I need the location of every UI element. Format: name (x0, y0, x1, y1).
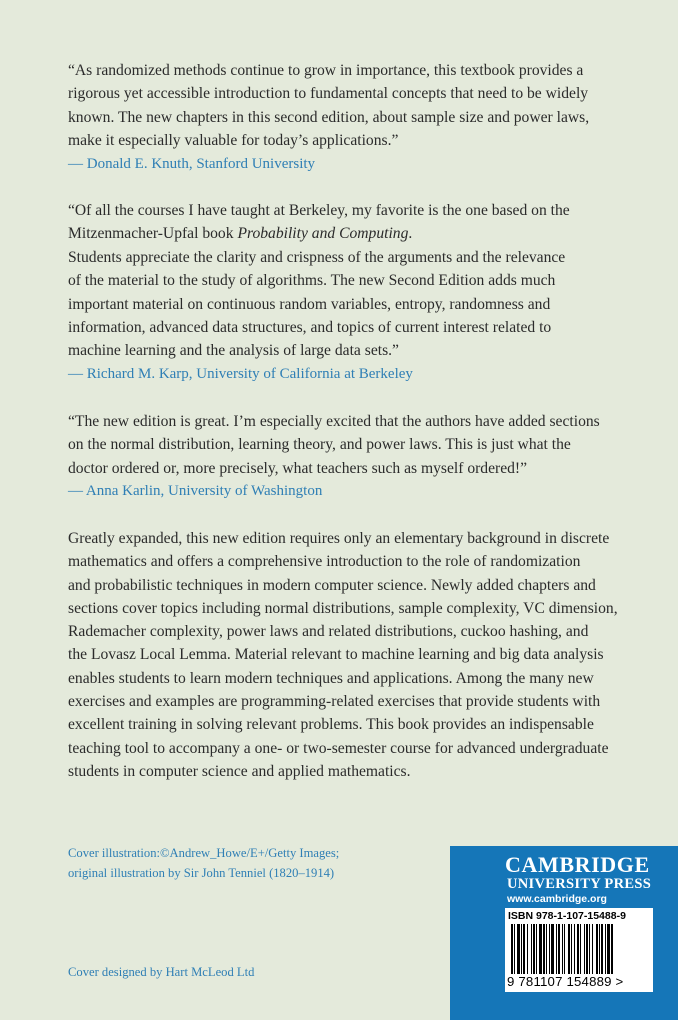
credit-line: Cover designed by Hart McLeod Ltd (68, 965, 255, 979)
barcode-bar (589, 924, 590, 974)
quote-line: known. The new chapters in this second edition, about sample size and power laws, (68, 108, 590, 126)
barcode-bar (533, 924, 535, 974)
barcode-bar (564, 924, 565, 974)
barcode-bar (549, 924, 550, 974)
quote-line: “Of all the courses I have taught at Berkeley, my favorite is the one based on the (68, 202, 570, 219)
barcode-bar (599, 924, 600, 974)
barcode-bar (584, 924, 585, 974)
barcode-bar (601, 924, 603, 974)
quote-line: machine learning and the analysis of large data sets.” (68, 342, 399, 360)
description-line: Rademacher complexity, power laws and related distributions, cuckoo hashing, and (68, 623, 589, 641)
book-title: Probability and Computing (237, 225, 409, 243)
barcode-bar (523, 924, 525, 974)
barcode-bar (511, 924, 513, 974)
barcode-bar (521, 924, 522, 974)
barcode-bar (574, 924, 575, 974)
description-line: Greatly expanded, this new edition requires only an elementary background in discrete (68, 530, 610, 547)
barcode-bar (562, 924, 563, 974)
description-line: teaching tool to accompany a one- or two-semester course for advanced undergraduate (68, 739, 609, 757)
description-line: and probabilistic techniques in modern computer science. Newly added chapters and (68, 576, 596, 594)
quote-line: Students appreciate the clarity and crispness of the arguments and the relevance (68, 248, 566, 266)
quote-line: rigorous yet accessible introduction to fundamental concepts that need to be widely (68, 85, 589, 103)
barcode-bar (568, 924, 570, 974)
barcode-digits: 9 781107 154889 > (507, 974, 624, 989)
barcode-bar (605, 924, 606, 974)
quote-attribution: — Anna Karlin, University of Washington (68, 483, 323, 500)
barcode-bar (558, 924, 560, 974)
credit-line: Cover illustration:©Andrew_Howe/E+/Getty Images; (68, 846, 340, 860)
quote-line: “As randomized methods continue to grow in importance, this textbook provides a (68, 62, 584, 79)
quote-line: information, advanced data structures, and topics of current interest related to (68, 319, 552, 337)
credit-line: original illustration by Sir John Tenniel (1820–1914) (68, 866, 335, 880)
barcode-bar (543, 924, 545, 974)
description-line: sections cover topics including normal distributions, sample complexity, VC dimension, (68, 599, 618, 617)
barcode-bar (556, 924, 557, 974)
quote-line: on the normal distribution, learning theory, and power laws. This is just what the (68, 436, 571, 454)
barcode-bar (607, 924, 610, 974)
barcode-bar (539, 924, 542, 974)
quote-attribution: — Richard M. Karp, University of California at Berkeley (68, 365, 413, 382)
barcode-bar (611, 924, 613, 974)
barcode-bar (577, 924, 579, 974)
description-line: enables students to learn modern techniques and applications. Among the many new (68, 669, 594, 687)
quote-attribution: — Donald E. Knuth, Stanford University (68, 155, 316, 172)
quote-line: doctor ordered or, more precisely, what teachers such as myself ordered!” (68, 459, 528, 477)
illustration-credit (68, 843, 339, 883)
barcode-bar (517, 924, 520, 974)
barcode-bar (571, 924, 572, 974)
quote-line: make it especially valuable for today’s applications.” (68, 132, 399, 150)
description-line: students in computer science and applied mathematics. (68, 762, 411, 780)
publisher-name: CAMBRIDGE (505, 852, 650, 877)
barcode-bar (592, 924, 593, 974)
isbn-barcode (505, 908, 653, 992)
quote-line (68, 222, 628, 245)
description-line: excellent training in solving relevant problems. This book provides an indispensable (68, 716, 594, 734)
quote-line: “The new edition is great. I’m especially excited that the authors have added sections (68, 413, 600, 430)
quote-text: Mitzenmacher-Upfal book (68, 225, 238, 243)
barcode-bar (551, 924, 554, 974)
publisher-subname: UNIVERSITY PRESS (507, 876, 652, 892)
barcode-bar (531, 924, 532, 974)
description-line: mathematics and offers a comprehensive introduction to the role of randomization (68, 553, 581, 571)
barcode-bar (536, 924, 537, 974)
barcode-bar (586, 924, 588, 974)
barcode-bar (596, 924, 598, 974)
description-line: exercises and examples are programming-related exercises that provide students with (68, 693, 601, 711)
isbn-label: ISBN 978-1-107-15488-9 (508, 910, 626, 922)
design-credit (68, 962, 254, 982)
quote-karlin (68, 410, 628, 504)
barcode-bar (514, 924, 515, 974)
barcode-bars (509, 924, 649, 974)
quote-karp (68, 199, 628, 386)
quote-knuth (68, 59, 628, 176)
barcode-bar (580, 924, 581, 974)
quote-text: . (408, 225, 413, 243)
quote-line: of the material to the study of algorithms. The new Second Edition adds much (68, 272, 556, 290)
description-line: the Lovasz Local Lemma. Material relevant to machine learning and big data analysis (68, 646, 604, 664)
quote-line: important material on continuous random variables, entropy, randomness and (68, 295, 551, 313)
book-description (68, 527, 628, 783)
barcode-bar (527, 924, 528, 974)
publisher-website: www.cambridge.org (507, 893, 607, 905)
barcode-bar (546, 924, 547, 974)
